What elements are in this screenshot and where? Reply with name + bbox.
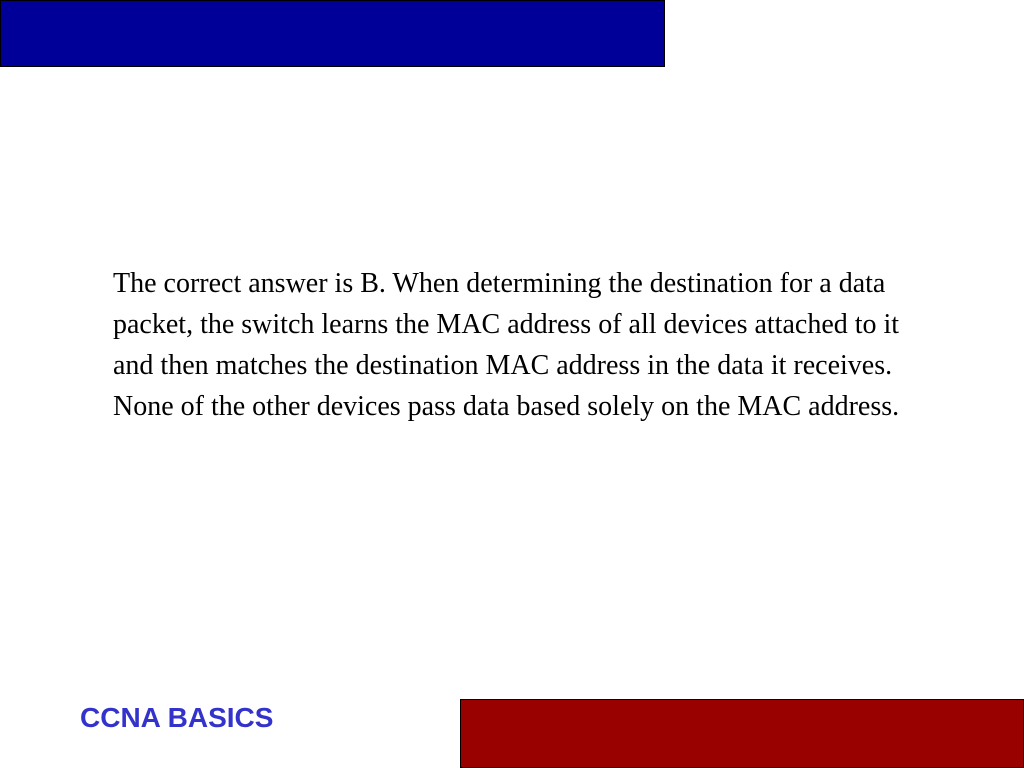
top-banner-bar xyxy=(0,0,665,67)
bottom-banner-bar xyxy=(460,699,1024,768)
footer-title: CCNA BASICS xyxy=(80,702,274,733)
answer-text: The correct answer is B. When determining the destination for a data packet, the switch learns the MAC address of all devices attached to it and then matches the destination MAC address in the data it receives. None of the other devices pass data based solely on the MAC address. xyxy=(113,268,900,422)
